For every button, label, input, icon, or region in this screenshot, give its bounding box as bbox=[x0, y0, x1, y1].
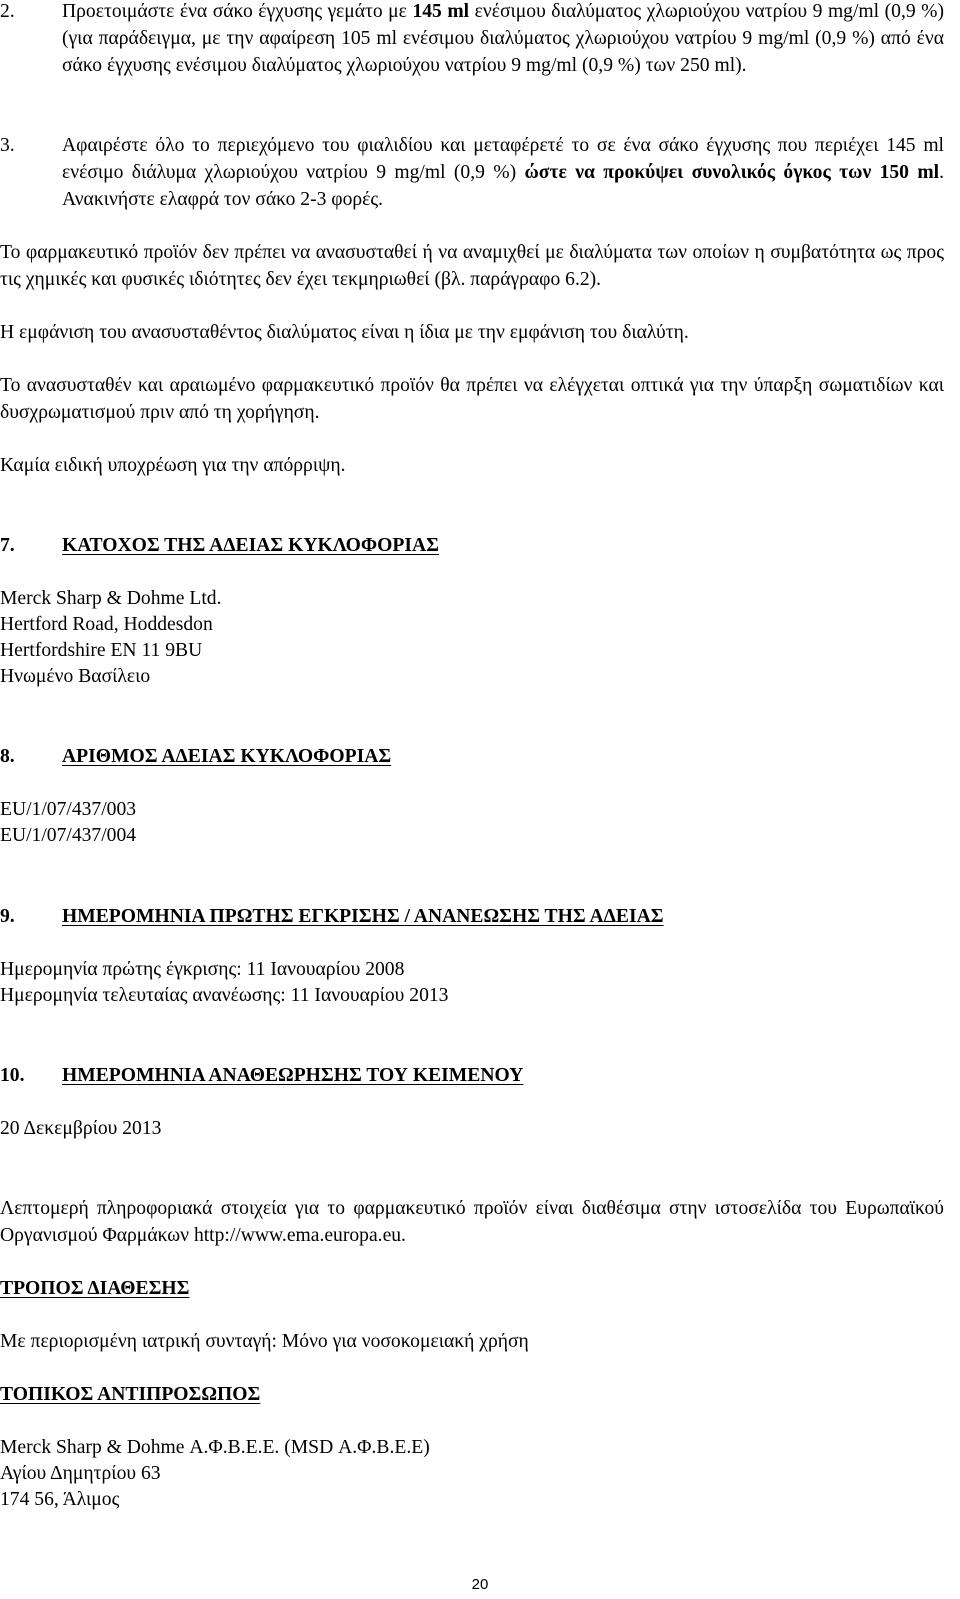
section-8-heading bbox=[0, 744, 391, 771]
local-rep-line: 174 56, Άλιμος bbox=[0, 1489, 120, 1510]
section-title: ΗΜΕΡΟΜΗΝΙΑ ΑΝΑΘΕΩΡΗΣΗΣ ΤΟΥ ΚΕΙΜΕΝΟΥ bbox=[62, 1065, 524, 1086]
first-authorisation-date: Ημερομηνία πρώτης έγκρισης: 11 Ιανουαρίου 2008 bbox=[0, 959, 405, 980]
holder-line: Ηνωμένο Βασίλειο bbox=[0, 666, 151, 687]
step-text bbox=[62, 133, 944, 213]
step-text-part: Προετοιμάστε ένα σάκο έγχυσης γεμάτο με bbox=[62, 1, 413, 22]
local-rep-line: Merck Sharp & Dohme Α.Φ.Β.Ε.Ε. (MSD Α.Φ.Β.Ε.Ε) bbox=[0, 1437, 430, 1458]
revision-date: 20 Δεκεμβρίου 2013 bbox=[0, 1118, 162, 1139]
authorisation-number: EU/1/07/437/003 bbox=[0, 799, 137, 820]
holder-line: Merck Sharp & Dohme Ltd. bbox=[0, 588, 222, 609]
section-title: ΚΑΤΟΧΟΣ ΤΗΣ ΑΔΕΙΑΣ ΚΥΚΛΟΦΟΡΙΑΣ bbox=[62, 535, 439, 556]
dispensing-text: Με περιορισμένη ιατρική συνταγή: Μόνο για νοσοκομειακή χρήση bbox=[0, 1331, 529, 1352]
step-text-part: Αφαιρέστε όλο το περιεχόμενο του φιαλιδίου και μεταφέρετέ το σε ένα σάκο έγχυσης που περιέχει 145 ml ενέσιμο διάλυμα χλωριούχου νατρίου 9 mg/ml (0,9 %) bbox=[62, 135, 944, 183]
inspection-paragraph: Το ανασυσταθέν και αραιωμένο φαρμακευτικό προϊόν θα πρέπει να ελέγχεται οπτικά για την ύπαρξη σωματιδίων και δυσχρωματισμού πριν από τη χορήγηση. bbox=[0, 375, 944, 423]
local-rep-heading: ΤΟΠΙΚΟΣ ΑΝΤΙΠΡΟΣΩΠΟΣ bbox=[0, 1384, 261, 1405]
step-text-part: . Ανακινήστε ελαφρά τον σάκο 2-3 φορές. bbox=[62, 161, 944, 210]
section-10-heading bbox=[0, 1063, 523, 1090]
section-number: 7. bbox=[0, 535, 15, 556]
compatibility-paragraph: Το φαρμακευτικό προϊόν δεν πρέπει να ανασυσταθεί ή να αναμιχθεί με διαλύματα των οποίων η συμβατότητα ως προς τις χημικές και φυσικές ιδιότητες δεν έχει τεκμηριωθεί (βλ. παράγραφο 6.2). bbox=[0, 242, 944, 290]
step-3 bbox=[0, 133, 944, 213]
section-7-heading bbox=[0, 533, 439, 560]
step-text-bold: 145 ml bbox=[412, 1, 470, 22]
local-rep-line: Αγίου Δημητρίου 63 bbox=[0, 1463, 161, 1484]
appearance-paragraph: Η εμφάνιση του ανασυσταθέντος διαλύματος είναι η ίδια με την εμφάνιση του διαλύτη. bbox=[0, 322, 689, 343]
section-number: 10. bbox=[0, 1065, 25, 1086]
page-number: 20 bbox=[471, 1576, 489, 1593]
step-text-bold: ώστε να προκύψει συνολικός όγκος των 150 ml bbox=[524, 161, 940, 183]
holder-line: Hertford Road, Hoddesdon bbox=[0, 614, 213, 635]
step-text bbox=[62, 0, 944, 79]
step-2 bbox=[0, 0, 944, 79]
ema-info-paragraph: Λεπτομερή πληροφοριακά στοιχεία για το φαρμακευτικό προϊόν είναι διαθέσιμα στην ιστοσελίδα του Ευρωπαϊκού Οργανισμού Φαρμάκων http://www.ema.europa.eu. bbox=[0, 1198, 944, 1246]
disposal-paragraph: Καμία ειδική υποχρέωση για την απόρριψη. bbox=[0, 455, 346, 476]
section-number: 8. bbox=[0, 746, 15, 767]
holder-line: Hertfordshire EN 11 9BU bbox=[0, 640, 203, 661]
step-number: 3. bbox=[0, 135, 15, 156]
renewal-date: Ημερομηνία τελευταίας ανανέωσης: 11 Ιανουαρίου 2013 bbox=[0, 985, 449, 1006]
authorisation-number: EU/1/07/437/004 bbox=[0, 825, 137, 846]
section-9-heading bbox=[0, 904, 664, 931]
section-number: 9. bbox=[0, 906, 15, 927]
section-title: ΑΡΙΘΜΟΣ ΑΔΕΙΑΣ ΚΥΚΛΟΦΟΡΙΑΣ bbox=[62, 746, 392, 767]
section-title: ΗΜΕΡΟΜΗΝΙΑ ΠΡΩΤΗΣ ΕΓΚΡΙΣΗΣ / ΑΝΑΝΕΩΣΗΣ ΤΗΣ ΑΔΕΙΑΣ bbox=[62, 906, 664, 927]
step-number: 2. bbox=[0, 1, 15, 22]
dispensing-heading: ΤΡΟΠΟΣ ΔΙΑΘΕΣΗΣ bbox=[0, 1278, 190, 1299]
step-text-part: ενέσιμου διαλύματος χλωριούχου νατρίου 9 mg/ml (0,9 %) (για παράδειγμα, με την αφαίρεση 105 ml ενέσιμου διαλύματος χλωριούχου νατρίου 9 mg/ml (0,9 %) από ένα σάκο έγχυσης ενέσιμου διαλύματος χλωριούχου νατρίου 9 mg/ml (0,9 %) των 250 ml). bbox=[62, 1, 945, 76]
